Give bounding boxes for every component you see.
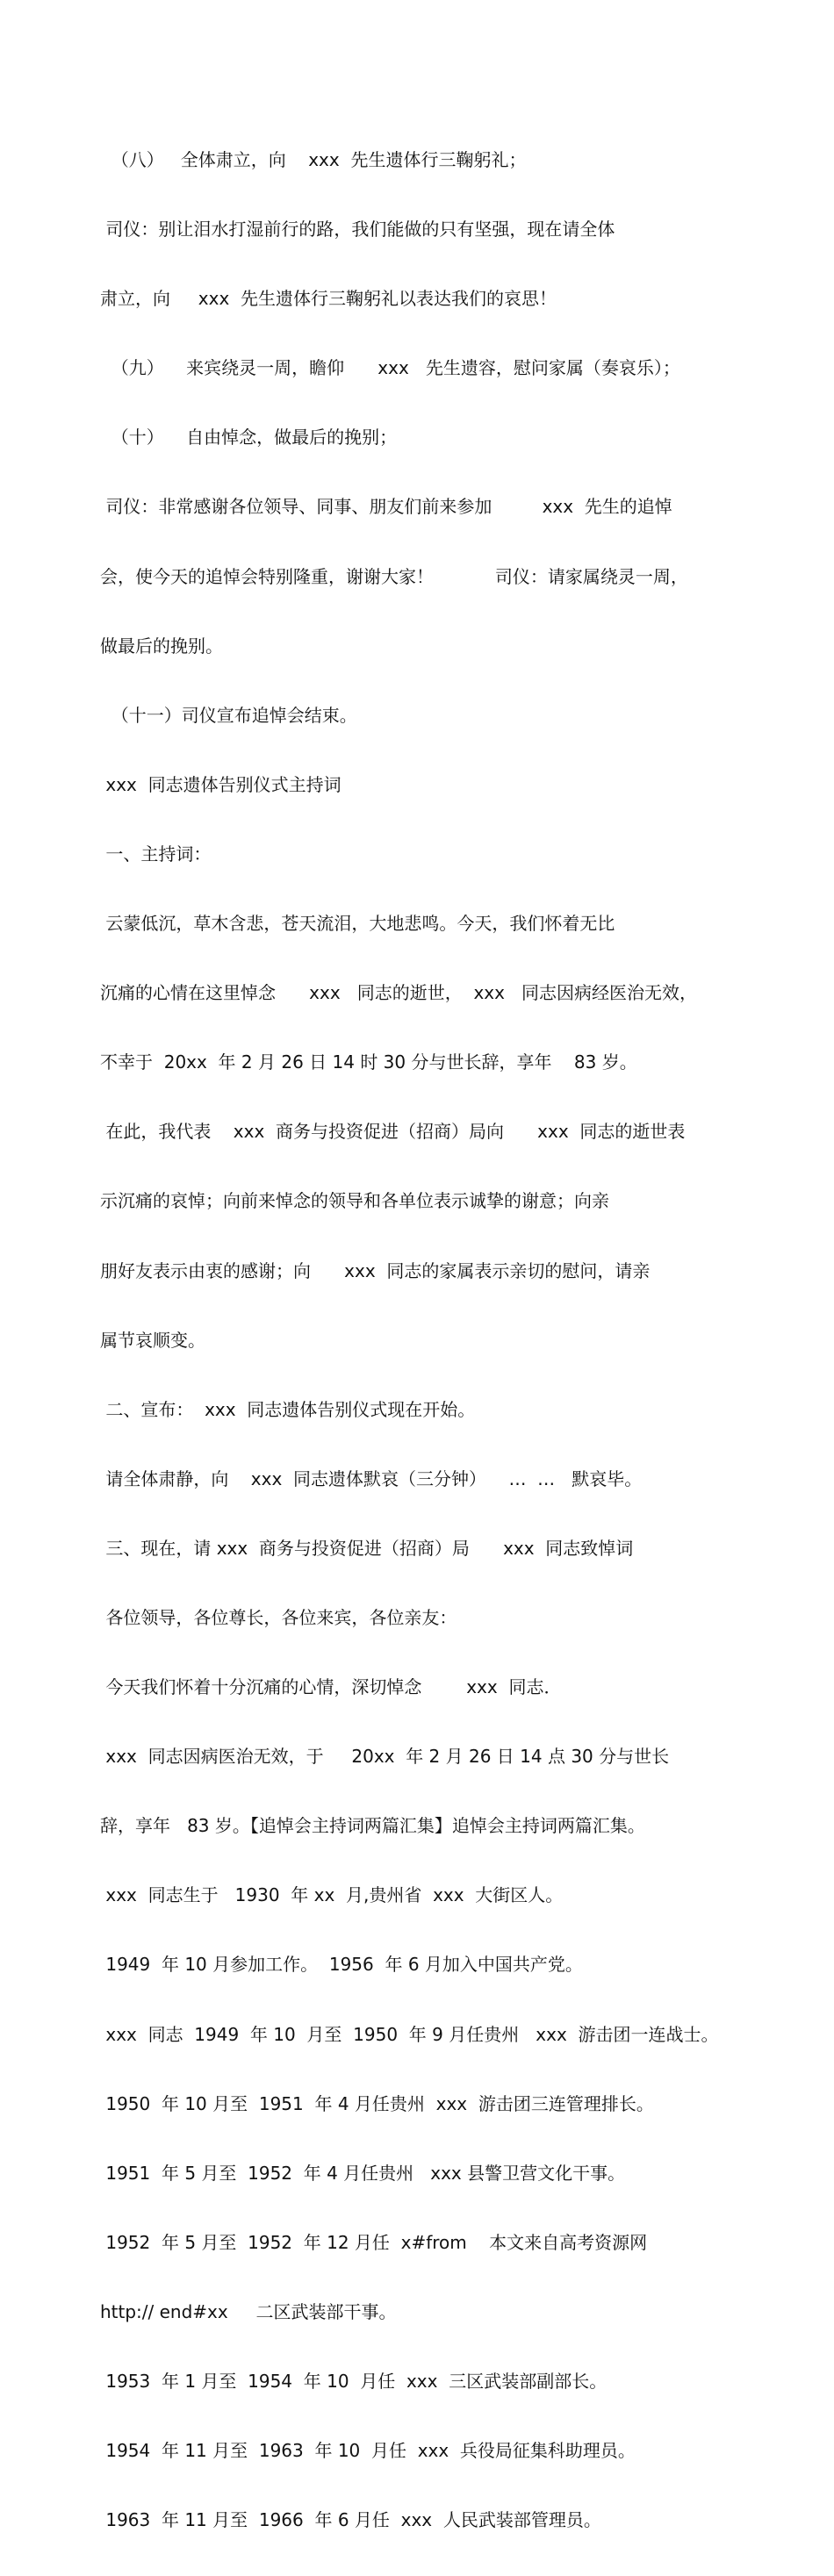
- section-heading: 三、现在，请 xxx 商务与投资促进（招商）局 xxx 同志致悼词: [100, 1537, 634, 1559]
- section-heading: 一、主持词：: [100, 843, 212, 865]
- text-line: 1953 年 1 月至 1954 年 10 月任 xxx 三区武装部副部长。: [100, 2371, 608, 2392]
- text-line: 会，使今天的追悼会特别隆重，谢谢大家！ 司仪：请家属绕灵一周，: [100, 565, 688, 587]
- text-line: 各位领导，各位尊长，各位来宾，各位亲友：: [100, 1606, 457, 1628]
- text-line: （十一）司仪宣布追悼会结束。: [100, 704, 357, 726]
- section-heading: 二、宣布： xxx 同志遗体告别仪式现在开始。: [100, 1398, 476, 1420]
- text-line: 1950 年 10 月至 1951 年 4 月任贵州 xxx 游击团三连管理排长。: [100, 2092, 654, 2114]
- text-line: （八） 全体肃立，向 xxx 先生遗体行三鞠躬礼；: [100, 149, 527, 170]
- text-line: 在此，我代表 xxx 商务与投资促进（招商）局向 xxx 同志的逝世表: [100, 1121, 686, 1143]
- text-line: 沉痛的心情在这里悼念 xxx 同志的逝世， xxx 同志因病经医治无效，: [100, 982, 698, 1004]
- text-line: 朋好友表示由衷的感谢；向 xxx 同志的家属表示亲切的慰问，请亲: [100, 1259, 651, 1281]
- text-line: 示沉痛的哀悼；向前来悼念的领导和各单位表示诚挚的谢意；向亲: [100, 1190, 609, 1212]
- document-body: [100, 104, 767, 2576]
- text-line: http:// end#xx 二区武装部干事。: [100, 2300, 397, 2322]
- text-line: 1963 年 11 月至 1966 年 6 月任 xxx 人民武装部管理员。: [100, 2509, 601, 2531]
- text-line: 属节哀顺变。: [100, 1329, 205, 1351]
- text-line: xxx 同志生于 1930 年 xx 月,贵州省 xxx 大街区人。: [100, 1884, 564, 1906]
- text-line: 不幸于 20xx 年 2 月 26 日 14 时 30 分与世长辞，享年 83 岁。: [100, 1051, 637, 1073]
- text-line: （十） 自由悼念，做最后的挽别；: [100, 427, 398, 448]
- text-line: 1949 年 10 月参加工作。 1956 年 6 月加入中国共产党。: [100, 1954, 583, 1976]
- text-line: 司仪：别让泪水打湿前行的路，我们能做的只有坚强，现在请全体: [100, 219, 615, 240]
- text-line: 1952 年 5 月至 1952 年 12 月任 x#from 本文来自高考资源网: [100, 2231, 648, 2253]
- text-line: xxx 同志 1949 年 10 月至 1950 年 9 月任贵州 xxx 游击团一连战士。: [100, 2023, 719, 2045]
- text-line: 云蒙低沉，草木含悲，苍天流泪，大地悲鸣。今天，我们怀着无比: [100, 913, 615, 935]
- text-line: 做最后的挽别。: [100, 635, 223, 657]
- text-line: 1954 年 11 月至 1963 年 10 月任 xxx 兵役局征集科助理员。: [100, 2440, 636, 2462]
- section-heading: xxx 同志遗体告别仪式主持词: [100, 773, 342, 795]
- text-line: 司仪：非常感谢各位领导、同事、朋友们前来参加 xxx 先生的追悼: [100, 496, 672, 518]
- text-line: xxx 同志因病医治无效，于 20xx 年 2 月 26 日 14 点 30 分与世长: [100, 1746, 670, 1768]
- text-line: 辞，享年 83 岁。【追悼会主持词两篇汇集】追悼会主持词两篇汇集。: [100, 1815, 645, 1837]
- text-line: 今天我们怀着十分沉痛的心情，深切悼念 xxx 同志．: [100, 1676, 562, 1698]
- text-line: 请全体肃静，向 xxx 同志遗体默哀（三分钟） … … 默哀毕。: [100, 1467, 643, 1489]
- text-line: （九） 来宾绕灵一周，瞻仰 xxx 先生遗容，慰问家属（奏哀乐）；: [100, 357, 680, 379]
- text-line: 1951 年 5 月至 1952 年 4 月任贵州 xxx 县警卫营文化干事。: [100, 2162, 626, 2184]
- text-line: 肃立，向 xxx 先生遗体行三鞠躬礼以表达我们的哀思！: [100, 288, 557, 310]
